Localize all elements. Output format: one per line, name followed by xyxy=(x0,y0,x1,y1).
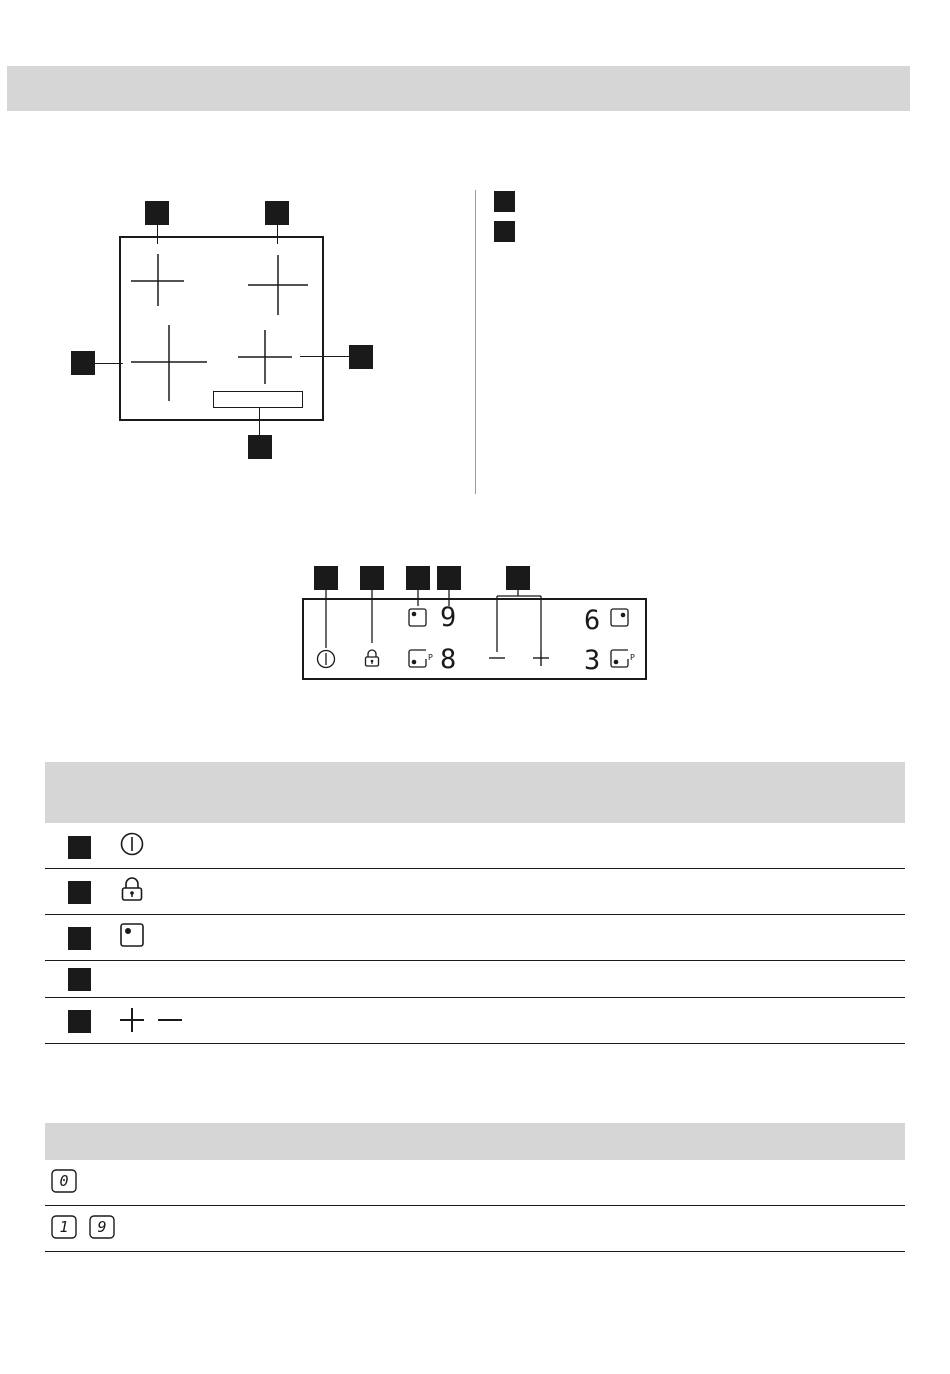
svg-text:P: P xyxy=(428,653,433,662)
svg-text:1: 1 xyxy=(59,1218,69,1236)
row-divider xyxy=(45,868,905,869)
row-marker xyxy=(68,968,91,991)
plus-icon xyxy=(531,648,551,668)
zone-indicator-p-icon xyxy=(610,649,636,669)
minus-icon xyxy=(156,1006,184,1034)
minus-icon xyxy=(487,648,507,668)
row-divider xyxy=(45,1205,905,1206)
zone-indicator-icon xyxy=(408,608,428,628)
zone-indicator-icon xyxy=(120,923,144,947)
row-divider xyxy=(45,997,905,998)
row-divider xyxy=(45,914,905,915)
row-marker xyxy=(68,927,91,950)
lock-icon xyxy=(364,649,380,667)
on-off-icon xyxy=(316,649,336,669)
row-divider xyxy=(45,1043,905,1044)
table-header xyxy=(45,1123,905,1160)
lock-icon xyxy=(121,877,143,901)
zone-indicator-p-icon xyxy=(408,649,434,669)
display-digit-front-right: 6 xyxy=(584,605,601,636)
display-digit-front-left: 9 xyxy=(440,602,457,633)
row-marker xyxy=(68,836,91,859)
svg-text:P: P xyxy=(630,653,635,662)
display-0-icon xyxy=(51,1169,77,1193)
on-off-icon xyxy=(120,832,144,856)
display-9-icon xyxy=(89,1215,115,1239)
display-1-icon xyxy=(51,1215,77,1239)
row-divider xyxy=(45,960,905,961)
table-header xyxy=(45,762,905,823)
row-divider xyxy=(45,1251,905,1252)
svg-text:9: 9 xyxy=(97,1218,107,1236)
display-digit-rear-right: 3 xyxy=(584,645,601,676)
row-marker xyxy=(68,1010,91,1033)
svg-text:0: 0 xyxy=(59,1172,69,1190)
display-digit-rear-left: 8 xyxy=(440,644,457,675)
row-marker xyxy=(68,881,91,904)
plus-icon xyxy=(118,1006,146,1034)
zone-indicator-icon xyxy=(610,608,630,628)
